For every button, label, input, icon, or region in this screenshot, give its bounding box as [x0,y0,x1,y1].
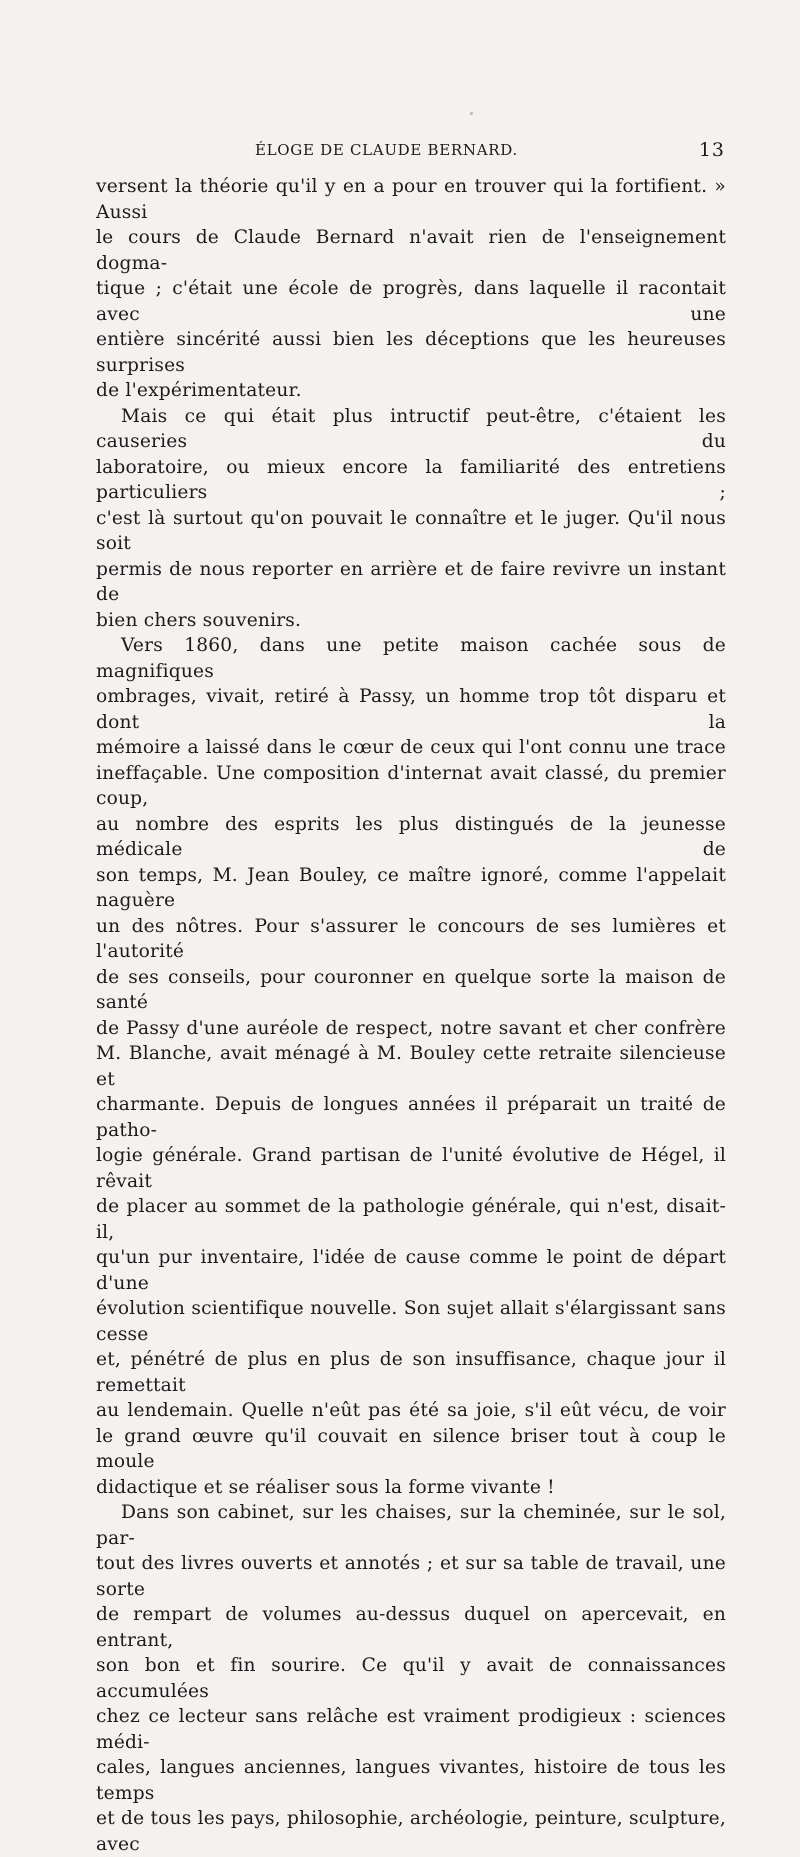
text-line: le cours de Claude Bernard n'avait rien de l'enseignement dogma- [96,227,726,274]
text-line: Mais ce qui était plus intructif peut-être, c'étaient les causeries du [96,405,726,452]
text-line: un des nôtres. Pour s'assurer le concours de ses lumières et l'autorité [96,915,726,962]
text-line: et de tous les pays, philosophie, archéologie, peinture, sculpture, avec [96,1808,726,1855]
running-title: ÉLOGE DE CLAUDE BERNARD. [255,141,518,159]
text-line: et, pénétré de plus en plus de son insuffisance, chaque jour il remettait [96,1349,726,1396]
text-line: M. Blanche, avait ménagé à M. Bouley cette retraite silencieuse et [96,1043,726,1090]
text-line: de placer au sommet de la pathologie générale, qui n'est, disait-il, [96,1196,726,1243]
text-line: c'est là surtout qu'on pouvait le connaître et le juger. Qu'il nous soit [96,507,726,554]
text-line: Vers 1860, dans une petite maison cachée sous de magnifiques [96,635,726,682]
text-line: de ses conseils, pour couronner en quelque sorte la maison de santé [96,966,726,1013]
text-line: versent la théorie qu'il y en a pour en trouver qui la fortifient. » Aussi [96,176,726,223]
text-line: évolution scientifique nouvelle. Son sujet allait s'élargissant sans cesse [96,1298,726,1345]
text-line: didactique et se réaliser sous la forme vivante ! [96,1476,555,1498]
text-line: charmante. Depuis de longues années il préparait un traité de patho- [96,1094,726,1141]
paper-speck [470,112,473,115]
text-line: tout des livres ouverts et annotés ; et sur sa table de travail, une sorte [96,1553,726,1600]
text-line: mémoire a laissé dans le cœur de ceux qui l'ont connu une trace [96,737,726,758]
text-line: logie générale. Grand partisan de l'unité évolutive de Hégel, il rêvait [96,1145,726,1192]
text-line: chez ce lecteur sans relâche est vraiment prodigieux : sciences médi- [96,1706,726,1753]
text-line: de Passy d'une auréole de respect, notre savant et cher confrère [96,1017,726,1039]
text-line: cales, langues anciennes, langues vivantes, histoire de tous les temps [96,1757,726,1804]
text-line: qu'un pur inventaire, l'idée de cause comme le point de départ d'une [96,1247,726,1294]
text-line: Dans son cabinet, sur les chaises, sur la cheminée, sur le sol, par- [96,1502,726,1549]
body-text [96,174,726,1857]
page-header [255,141,725,165]
text-line: au lendemain. Quelle n'eût pas été sa joie, s'il eût vécu, de voir [96,1400,726,1421]
text-line: au nombre des esprits les plus distingués de la jeunesse médicale de [96,813,726,860]
text-line: laboratoire, ou mieux encore la familiarité des entretiens particuliers ; [96,456,726,503]
text-line: de rempart de volumes au-dessus duquel on apercevait, en entrant, [96,1604,726,1651]
text-line: ineffaçable. Une composition d'internat avait classé, du premier coup, [96,762,726,809]
text-line: le grand œuvre qu'il couvait en silence briser tout à coup le moule [96,1425,726,1472]
text-line: son temps, M. Jean Bouley, ce maître ignoré, comme l'appelait naguère [96,864,726,911]
page-number: 13 [698,139,725,161]
text-line: entière sincérité aussi bien les déceptions que les heureuses surprises [96,329,726,376]
text-line: ombrages, vivait, retiré à Passy, un homme trop tôt disparu et dont la [96,686,726,733]
text-line: son bon et fin sourire. Ce qu'il y avait de connaissances accumulées [96,1655,726,1702]
text-line: permis de nous reporter en arrière et de faire revivre un instant de [96,558,726,605]
text-line: tique ; c'était une école de progrès, dans laquelle il racontait avec une [96,278,726,325]
text-line: bien chers souvenirs. [96,609,302,631]
text-line: de l'expérimentateur. [96,380,302,401]
